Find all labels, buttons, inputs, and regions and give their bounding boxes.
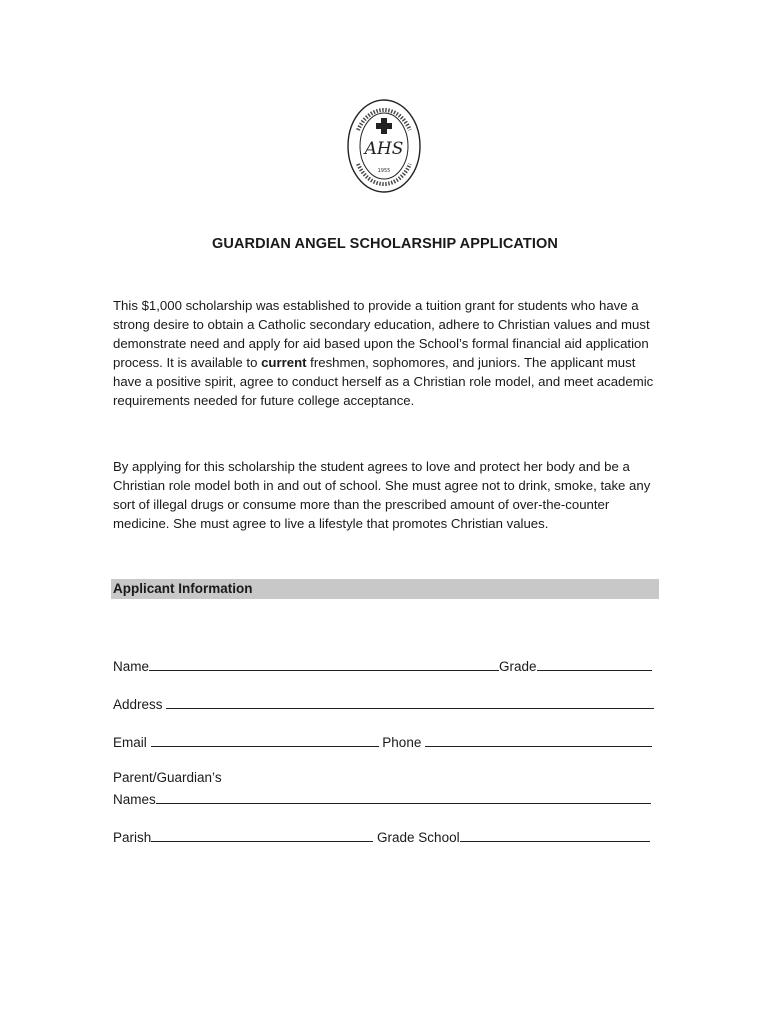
intro-text-part1: This $1,000 scholarship was established to provide a tuition grant for students who have a strong desire to obtain a Catholic secondary education, adhere to Christian values and must demonstrate need and apply for aid based upon the School’s formal financial aid application process. It is available to bbox=[113, 298, 650, 370]
parent-names-field[interactable] bbox=[156, 789, 651, 804]
ahs-school-seal-icon bbox=[344, 96, 424, 196]
address-label: Address bbox=[113, 697, 163, 712]
email-phone-row bbox=[113, 732, 652, 752]
address-field[interactable] bbox=[166, 694, 654, 709]
parish-field[interactable] bbox=[151, 827, 373, 842]
svg-text:AHS: AHS bbox=[364, 139, 404, 159]
intro-text-part2: freshmen, sophomores, and juniors. The applicant must have a positive spirit, agree to conduct herself as a Christian role model, and meet academic requirements needed for future college acceptance. bbox=[113, 355, 654, 408]
parent-label-line1: Parent/Guardian’s bbox=[113, 770, 222, 785]
grade-label: Grade bbox=[499, 659, 537, 674]
address-row bbox=[113, 694, 654, 714]
parish-gradeschool-row bbox=[113, 827, 650, 847]
school-seal-logo bbox=[344, 96, 424, 196]
grade-field[interactable] bbox=[537, 656, 652, 671]
grade-school-label: Grade School bbox=[377, 830, 460, 845]
agreement-paragraph: By applying for this scholarship the student agrees to love and protect her body and be a Christian role model both in and out of school. She must agree not to drink, smoke, take any sort of illegal drugs or consume more than the prescribed amount of over-the-counter medicine. She must agree to live a lifestyle that promotes Christian values. bbox=[113, 459, 651, 531]
parent-label-line2: Names bbox=[113, 792, 156, 807]
name-field[interactable] bbox=[149, 656, 499, 671]
intro-bold-word: current bbox=[261, 355, 307, 370]
section-heading-applicant-info: Applicant Information bbox=[111, 579, 659, 599]
name-label: Name bbox=[113, 659, 150, 674]
phone-label: Phone bbox=[382, 735, 422, 750]
name-grade-row bbox=[113, 656, 652, 676]
svg-text:1955: 1955 bbox=[377, 168, 391, 174]
phone-field[interactable] bbox=[425, 732, 652, 747]
grade-school-field[interactable] bbox=[460, 827, 650, 842]
intro-paragraph bbox=[113, 296, 661, 410]
email-field[interactable] bbox=[151, 732, 379, 747]
page-title: GUARDIAN ANGEL SCHOLARSHIP APPLICATION bbox=[212, 236, 558, 252]
parent-names-row bbox=[113, 789, 651, 809]
parent-label-row bbox=[113, 769, 222, 787]
email-label: Email bbox=[113, 735, 147, 750]
parish-label: Parish bbox=[113, 830, 152, 845]
